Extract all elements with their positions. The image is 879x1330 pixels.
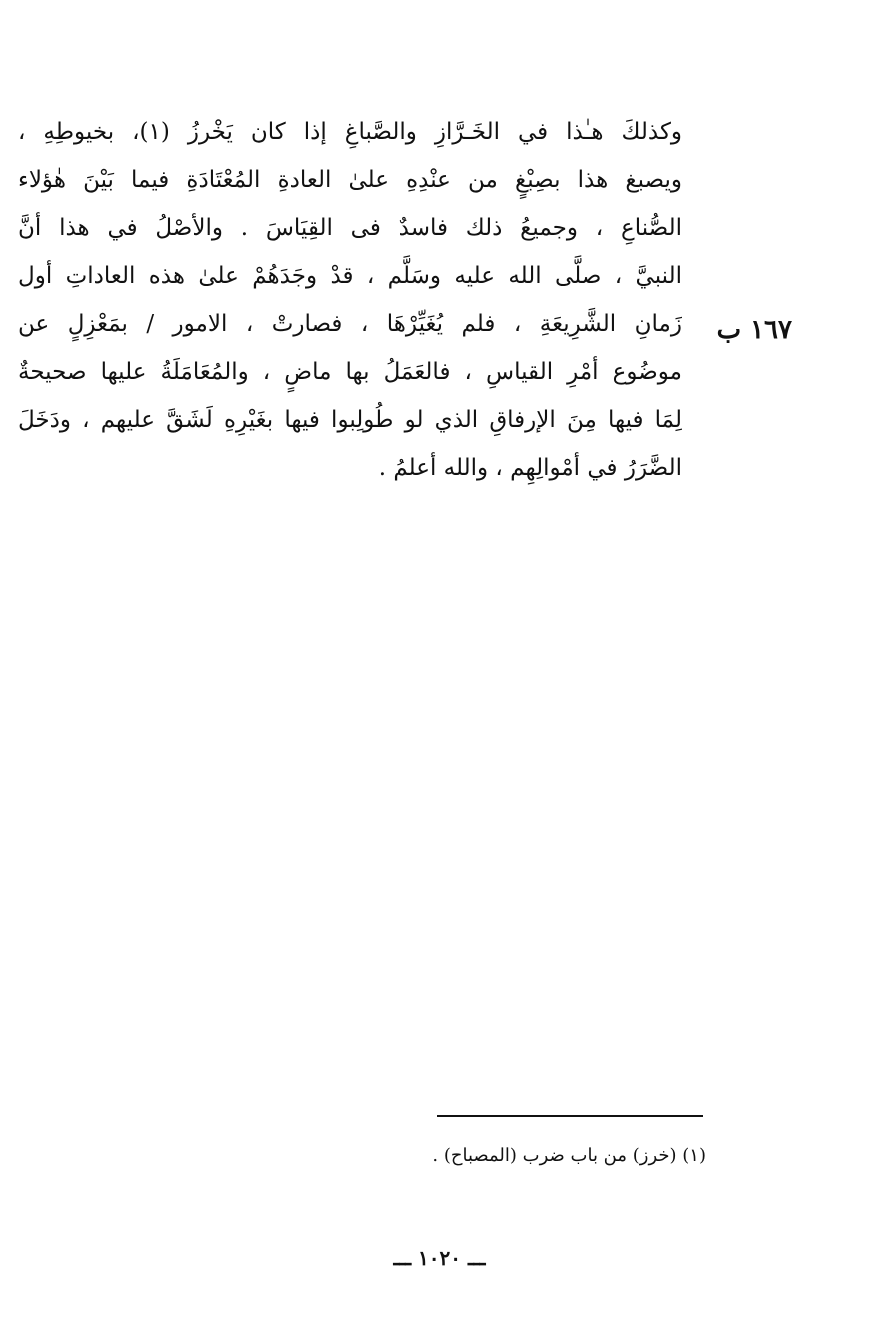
text-line: النبيَّ ، صلَّى الله عليه وسَلَّم ، قدْ وجَدَهُمْ علىٰ هذه العاداتِ أول <box>18 263 682 289</box>
text-line: الصُّناعِ ، وجميعُ ذلك فاسدٌ فى القِيَاسَ . والأصْلُ في هذا أنَّ <box>18 215 682 241</box>
body-text <box>18 108 682 492</box>
text-line: موضُوع أمْرِ القياسِ ، فالعَمَلُ بها ماضٍ ، والمُعَامَلَةُ عليها صحيحةٌ <box>18 359 682 385</box>
text-line: لِمَا فيها مِنَ الإرفاقِ الذي لو طُولِبوا فيها بغَيْرِهِ لَشَقَّ عليهم ، ودَخَلَ <box>18 407 682 433</box>
page-number: ـــ ١٠٢٠ ـــ <box>393 1246 486 1270</box>
text-line: وكذلكَ هـٰذا في الخَـرَّازِ والصَّباغِ إذا كان يَخْرزُ (١)، بخيوطِهِ ، <box>18 119 682 145</box>
margin-folio-note: ١٦٧ ب <box>716 315 792 345</box>
text-line: الضَّرَرُ في أمْوالِهِم ، والله أعلمُ . <box>378 455 682 481</box>
text-line: زَمانِ الشَّرِيعَةِ ، فلم يُغَيِّرْهَا ، فصارتْ ، الامور / بمَعْزِلٍ عن <box>18 311 682 337</box>
text-line: ويصبغ هذا بصِبْغٍ من عنْدِهِ علىٰ العادةِ المُعْتَادَةِ فيما بَيْنَ هٰؤلاء <box>18 167 682 193</box>
footnote-divider <box>437 1115 703 1117</box>
footnote: (١) (خرز) من باب ضرب (المصباح) . <box>432 1145 706 1166</box>
